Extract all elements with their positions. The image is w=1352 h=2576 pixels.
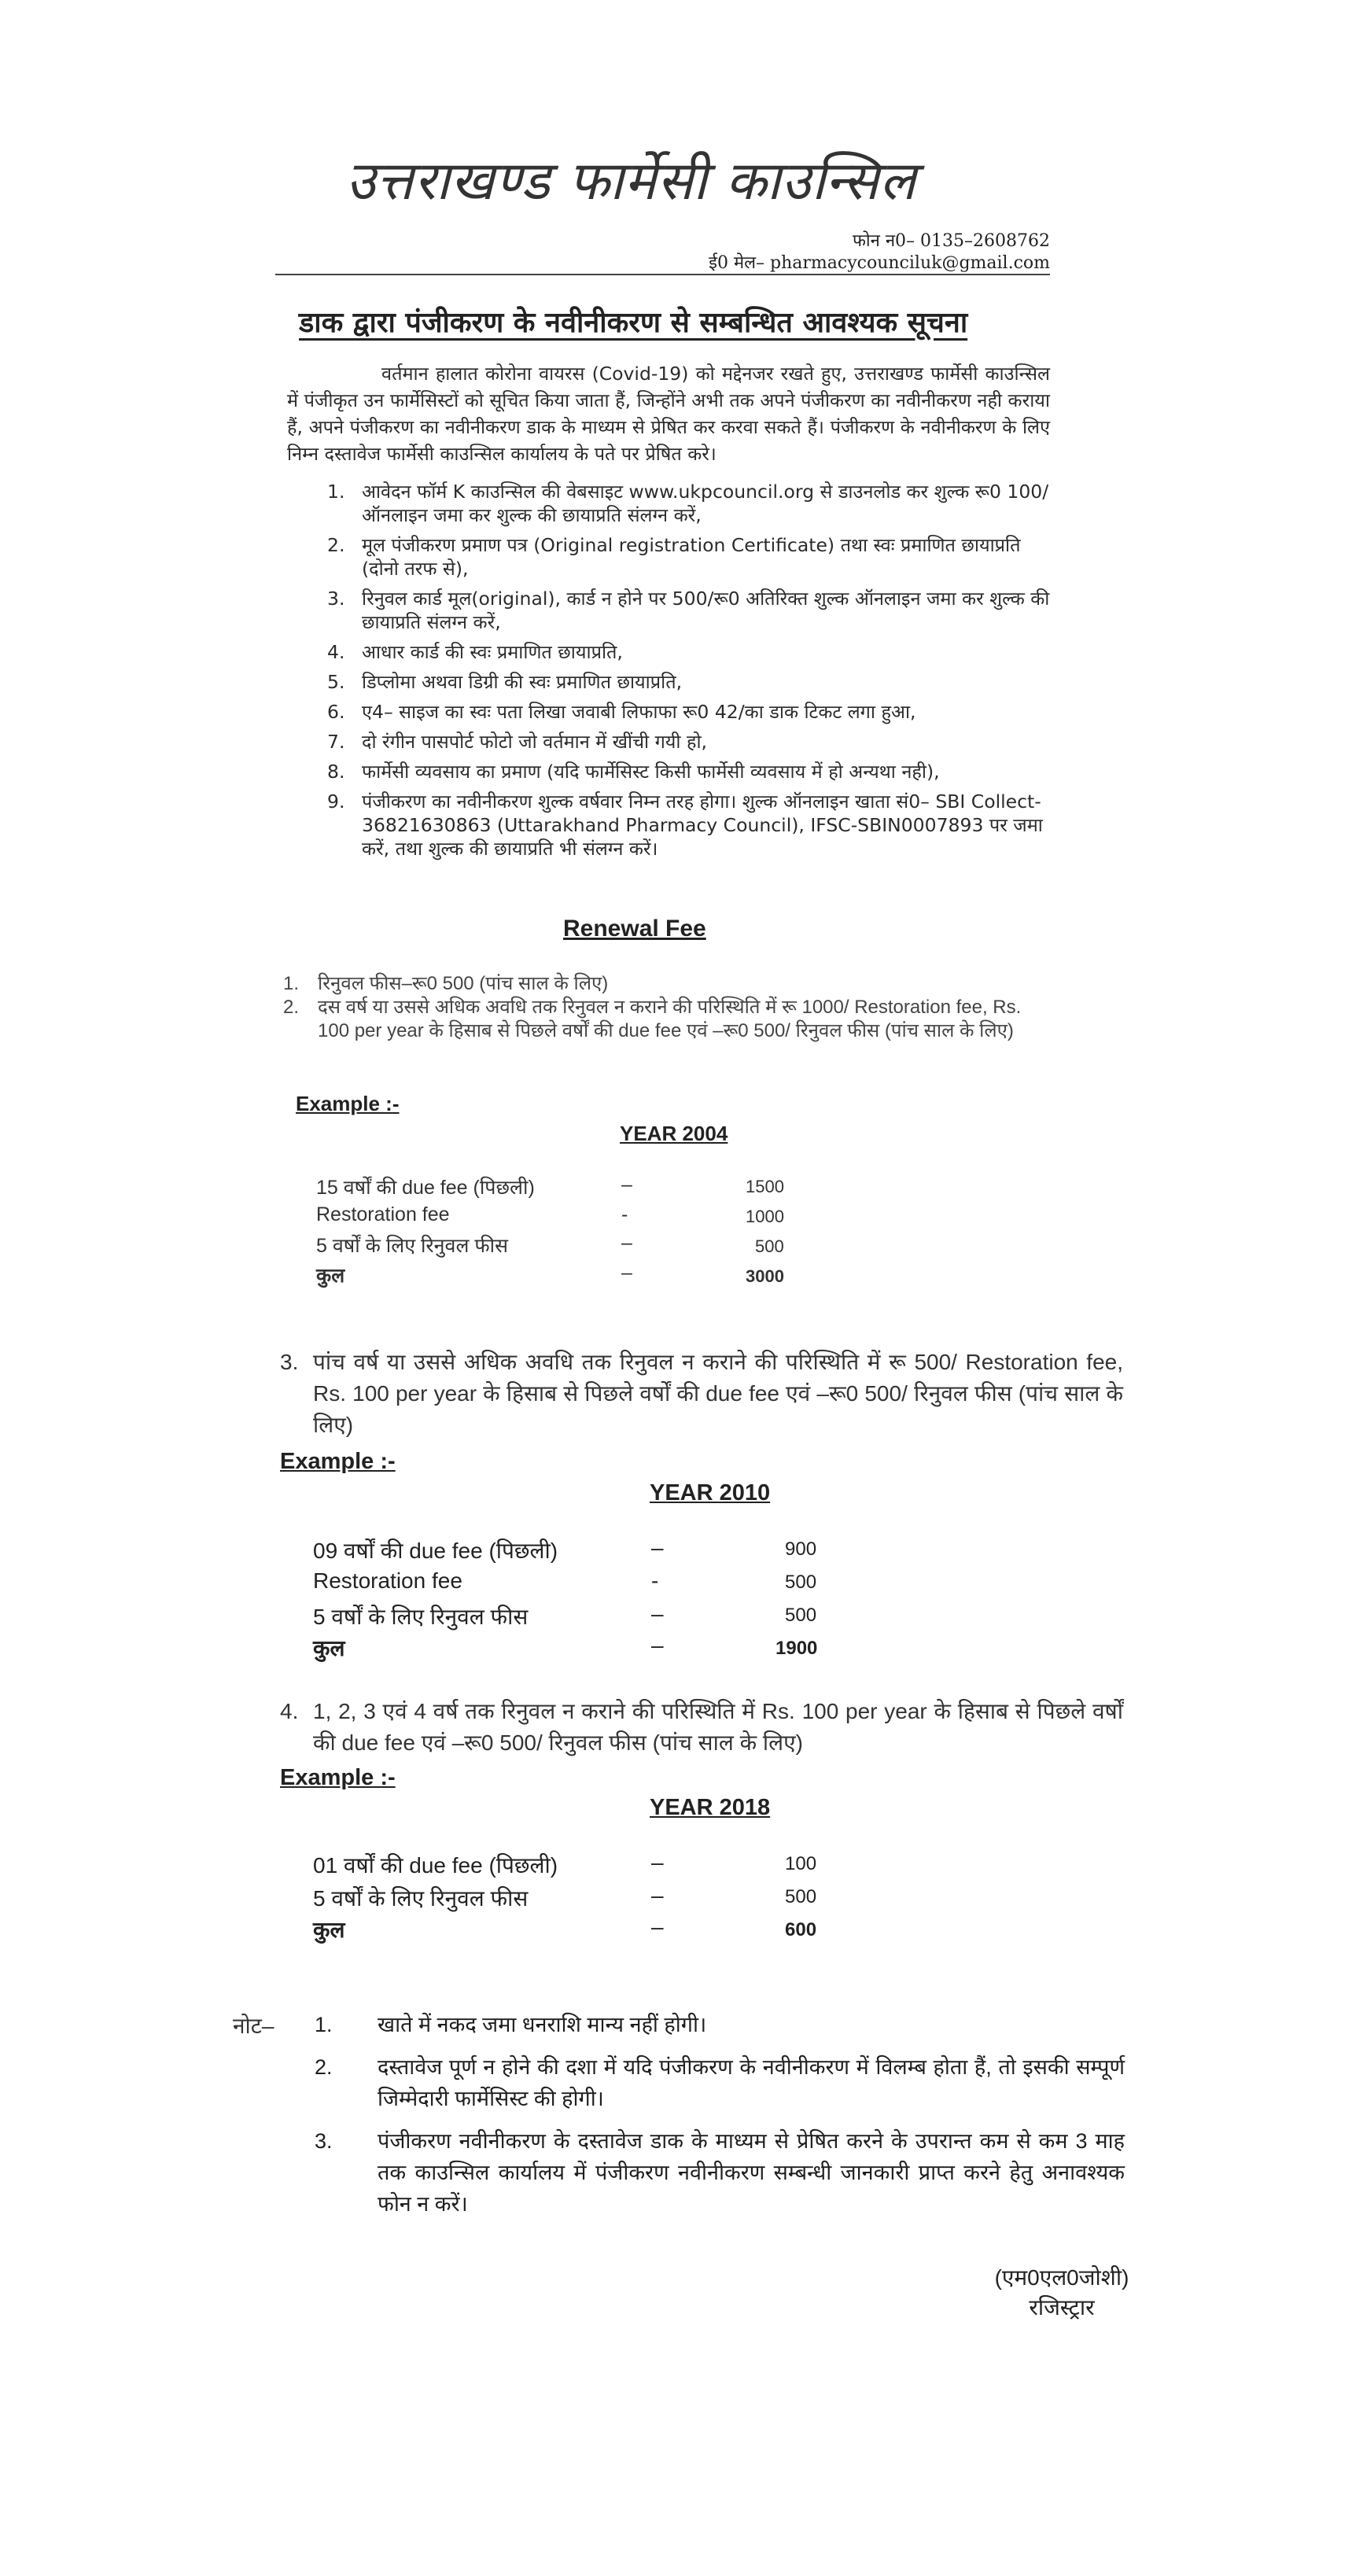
item-number: 9. xyxy=(327,790,345,813)
fee-dash: – xyxy=(621,1232,632,1254)
list-item xyxy=(327,670,1054,694)
example-year: YEAR 2018 xyxy=(650,1795,771,1820)
item-text: पंजीकरण का नवीनीकरण शुल्क वर्षवार निम्न तरह होगा। शुल्क ऑनलाइन खाता सं0– SBI Collect- 36821630863 (Uttarakhand Pharmacy Council), IFSC-SBIN0007893 पर जमा करें, तथा शुल्क की छायाप्रति भी संलग्न करें। xyxy=(362,790,1043,860)
fee-dash: – xyxy=(651,1535,664,1560)
item-number: 2. xyxy=(283,997,300,1018)
item-number: 4. xyxy=(327,641,345,663)
fee-total-label: कुल xyxy=(313,1636,345,1660)
fee-amount: 500 xyxy=(785,1605,817,1626)
fee-amount: 1500 xyxy=(746,1177,784,1196)
item-number: 2. xyxy=(315,2055,333,2079)
item-number: 1. xyxy=(315,2013,333,2036)
fee-label: 5 वर्षों के लिए रिनुवल फीस xyxy=(316,1235,508,1257)
item-text: 1, 2, 3 एवं 4 वर्ष तक रिनुवल न कराने की परिस्थिति में Rs. 100 per year के हिसाब से पिछले वर्षों की due fee एवं –रू0 500/ रिनुवल फीस (पांच साल के लिए) xyxy=(313,1699,1123,1755)
item-text: खाते में नकद जमा धनराशि मान्य नहीं होगी। xyxy=(378,2013,707,2036)
list-item xyxy=(315,2051,1125,2114)
fee-dash: – xyxy=(651,1850,664,1874)
fee-total-label: कुल xyxy=(313,1918,345,1942)
example-label: Example :- xyxy=(280,1449,396,1474)
renewal-fee-heading: Renewal Fee xyxy=(563,916,706,942)
fee-label: 09 वर्षों की due fee (पिछली) xyxy=(313,1539,558,1563)
item-number: 3. xyxy=(327,588,345,610)
fee-label: 5 वर्षों के लिए रिनुवल फीस xyxy=(313,1886,529,1911)
item-text: आवेदन फॉर्म K काउन्सिल की वेबसाइट www.ukpcouncil.org से डाउनलोड कर शुल्क रू0 100/ ऑनलाइन जमा कर शुल्क की छायाप्रति संलग्न करें, xyxy=(362,481,1049,526)
documents-list xyxy=(327,480,1054,867)
item-number: 4. xyxy=(280,1699,299,1723)
fee-total-amount: 1900 xyxy=(775,1638,818,1659)
item-number: 6. xyxy=(327,701,345,723)
item-text: दो रंगीन पासपोर्ट फोटो जो वर्तमान में खींची गयी हो, xyxy=(362,731,708,753)
note-label: नोट– xyxy=(233,2014,274,2038)
item-number: 7. xyxy=(327,731,345,753)
item-number: 5. xyxy=(327,671,345,693)
fee-amount: 900 xyxy=(785,1539,817,1560)
list-item xyxy=(327,587,1054,634)
item-number: 2. xyxy=(327,534,345,556)
item-number: 3. xyxy=(315,2129,333,2153)
fee-label: Restoration fee xyxy=(316,1203,450,1225)
fee-label: 5 वर्षों के लिए रिनुवल फीस xyxy=(313,1605,529,1629)
fee-dash: - xyxy=(621,1203,628,1225)
fee-total-amount: 600 xyxy=(785,1919,817,1940)
fee-amount: 1000 xyxy=(746,1207,784,1226)
council-title: उत्तराखण्ड फार्मेसी काउन्सिल xyxy=(346,150,917,212)
fee-amount: 500 xyxy=(785,1572,817,1593)
fee-dash: – xyxy=(621,1262,632,1284)
item-text: रिनुवल कार्ड मूल(original), कार्ड न होने पर 500/रू0 अतिरिक्त शुल्क ऑनलाइन जमा कर शुल्क की छायाप्रति संलग्न करें, xyxy=(362,588,1050,633)
list-item xyxy=(327,640,1054,664)
list-item xyxy=(315,2009,1125,2040)
item-text: फार्मेसी व्यवसाय का प्रमाण (यदि फार्मेसिस्ट किसी फार्मेसी व्यवसाय में हो अन्यथा नही), xyxy=(362,761,940,783)
signatory-name: (एम0एल0जोशी) xyxy=(994,2265,1129,2290)
example-year: YEAR 2004 xyxy=(620,1122,728,1145)
fee-dash: – xyxy=(621,1174,632,1196)
item-number: 1. xyxy=(327,481,345,503)
intro-paragraph: वर्तमान हालात कोरोना वायरस (Covid-19) को मद्देनजर रखते हुए, उत्तराखण्ड फार्मेसी काउन्सिल में पंजीकृत उन फार्मेसिस्टों को सूचित किया जाता हैं, जिन्होंने अभी तक अपने पंजीकरण का नवीनीकरण नही कराया हैं, अपने पंजीकरण का नवीनीकरण डाक के माध्यम से प्रेषित कर करवा सकते हैं। पंजीकरण के नवीनीकरण के लिए निम्न दस्तावेज फार्मेसी काउन्सिल कार्यालय के पते पर प्रेषित करे। xyxy=(287,363,1050,465)
item-text: रिनुवल फीस–रू0 500 (पांच साल के लिए) xyxy=(318,973,609,994)
list-item xyxy=(327,790,1054,861)
item-number: 3. xyxy=(280,1350,299,1374)
email-address: ई0 मेल– pharmacycounciluk@gmail.com xyxy=(709,253,1050,273)
list-item xyxy=(327,760,1054,783)
fee-label: 01 वर्षों की due fee (पिछली) xyxy=(313,1853,558,1878)
item-text: पंजीकरण नवीनीकरण के दस्तावेज डाक के माध्यम से प्रेषित करने के उपरान्त कम से कम 3 माह तक काउन्सिल कार्यालय में पंजीकरण नवीनीकरण सम्बन्धी जानकारी प्राप्त करने हेतु अनावश्यक फोन न करें। xyxy=(378,2129,1125,2216)
list-item xyxy=(327,730,1054,754)
fee-total-label: कुल xyxy=(316,1265,345,1287)
fee-dash: - xyxy=(651,1568,659,1593)
example-label: Example :- xyxy=(280,1765,396,1790)
list-item xyxy=(327,533,1054,580)
item-text: दस वर्ष या उससे अधिक अवधि तक रिनुवल न कराने की परिस्थिति में रू 1000/ Restoration fee, Rs. 100 per year के हिसाब से पिछले वर्षों की due fee एवं –रू0 500/ रिनुवल फीस (पांच साल के लिए) xyxy=(318,997,1022,1041)
fee-label: 15 वर्षों की due fee (पिछली) xyxy=(316,1177,535,1199)
phone-number: फोन न0– 0135–2608762 xyxy=(852,231,1050,251)
list-item xyxy=(283,972,1054,996)
item-text: आधार कार्ड की स्वः प्रमाणित छायाप्रति, xyxy=(362,641,623,663)
header-divider xyxy=(275,274,1050,275)
item-text: दस्तावेज पूर्ण न होने की दशा में यदि पंजीकरण के नवीनीकरण में विलम्ब होता हैं, तो इसकी सम्पूर्ण जिम्मेदारी फार्मेसिस्ट की होगी। xyxy=(378,2055,1125,2110)
fee-dash: – xyxy=(651,1883,664,1907)
item-text: डिप्लोमा अथवा डिग्री की स्वः प्रमाणित छायाप्रति, xyxy=(362,671,683,693)
fee-amount: 100 xyxy=(785,1853,817,1874)
fee-amount: 500 xyxy=(785,1886,817,1907)
notes-list xyxy=(315,2009,1125,2231)
fee-label: Restoration fee xyxy=(313,1568,462,1593)
list-item xyxy=(315,2125,1125,2220)
fee-total-amount: 3000 xyxy=(746,1266,784,1286)
item-text: पांच वर्ष या उससे अधिक अवधि तक रिनुवल न कराने की परिस्थिति में रू 500/ Restoration fee, Rs. 100 per year के हिसाब से पिछले वर्षों की due fee एवं –रू0 500/ रिनुवल फीस (पांच साल के लिए) xyxy=(313,1350,1123,1437)
example-year: YEAR 2010 xyxy=(650,1480,771,1505)
fee-dash: – xyxy=(651,1601,664,1626)
signatory-designation: रजिस्ट्रार xyxy=(1029,2295,1095,2320)
item-number: 8. xyxy=(327,761,345,783)
list-item xyxy=(327,480,1054,527)
renewal-fee-list xyxy=(283,972,1054,1043)
item-text: मूल पंजीकरण प्रमाण पत्र (Original registration Certificate) तथा स्वः प्रमाणित छायाप्रति (दोनो तरफ से), xyxy=(362,534,1021,580)
item-number: 1. xyxy=(283,973,300,994)
item-text: ए4– साइज का स्वः पता लिखा जवाबी लिफाफा रू0 42/का डाक टिकट लगा हुआ, xyxy=(362,701,916,723)
list-item xyxy=(327,700,1054,724)
notice-subject: डाक द्वारा पंजीकरण के नवीनीकरण से सम्बन्धित आवश्यक सूचना xyxy=(299,307,968,339)
example-label: Example :- xyxy=(296,1092,400,1115)
fee-dash: – xyxy=(651,1633,664,1657)
fee-amount: 500 xyxy=(755,1236,784,1256)
list-item xyxy=(283,996,1054,1043)
fee-dash: – xyxy=(651,1914,664,1939)
